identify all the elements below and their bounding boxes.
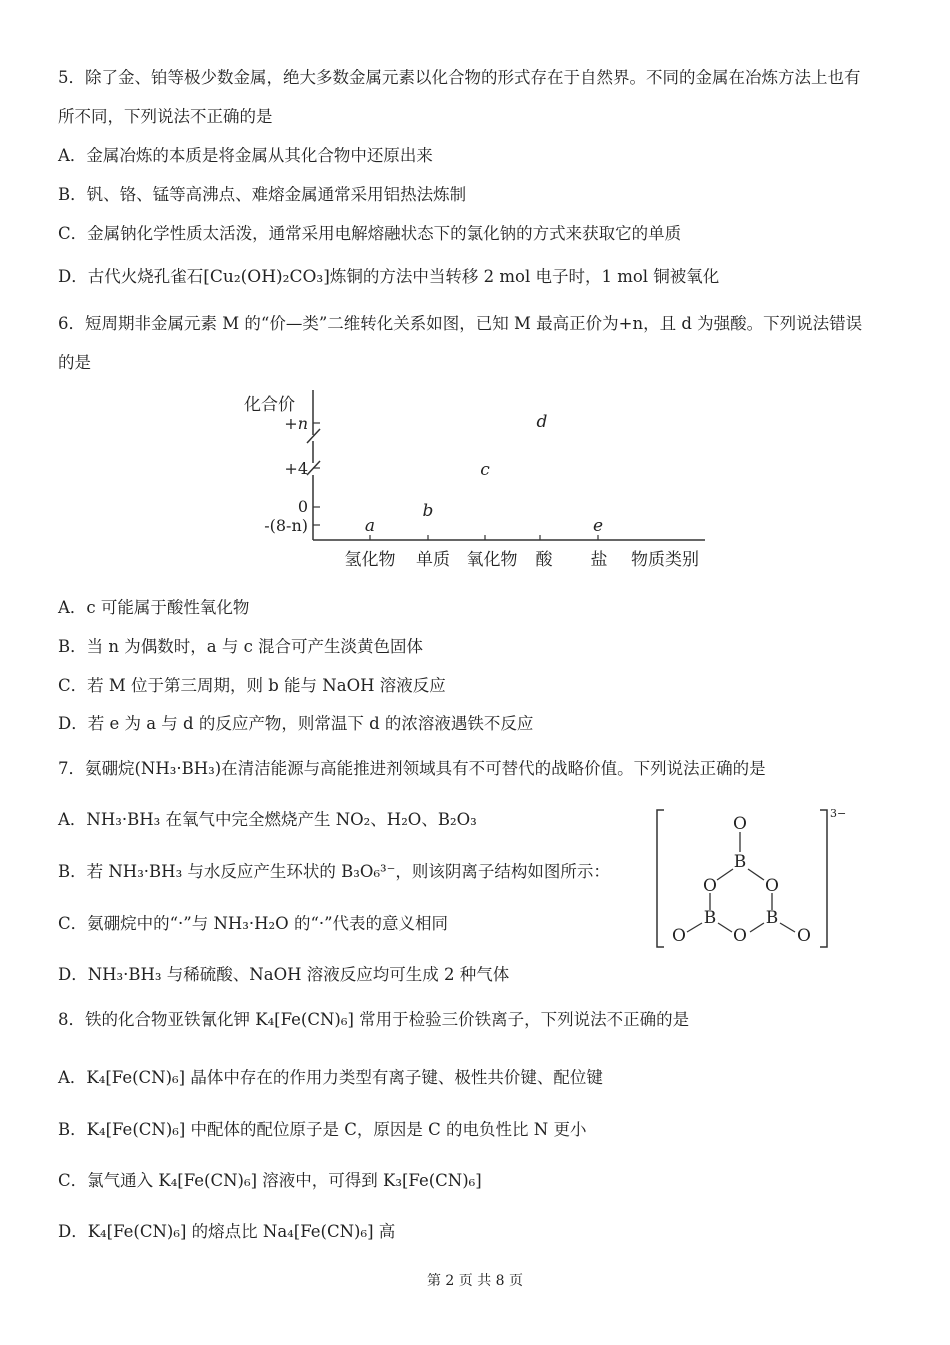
point-a: a	[364, 516, 376, 536]
point-e: e	[592, 516, 604, 536]
q7-option-d: D．NH₃·BH₃ 与稀硫酸、NaOH 溶液反应均可生成 2 种气体	[58, 965, 510, 984]
q6-option-b: B．当 n 为偶数时，a 与 c 混合可产生淡黄色固体	[58, 637, 424, 656]
atom-b-left: B	[703, 908, 717, 928]
q7-option-c: C．氨硼烷中的“·”与 NH₃·H₂O 的“·”代表的意义相同	[58, 914, 449, 933]
q7-option-b: B．若 NH₃·BH₃ 与水反应产生环状的 B₃O₆³⁻，则该阴离子结构如图所示：	[58, 862, 610, 881]
xtick-label-hydride: 氢化物	[344, 550, 396, 570]
atom-o-top: O	[733, 814, 747, 834]
q6-option-a: A．c 可能属于酸性氧化物	[58, 598, 250, 617]
atom-o-right: O	[765, 876, 779, 896]
q8-stem: 8．铁的化合物亚铁氰化钾 K₄[Fe(CN)₆] 常用于检验三价铁离子，下列说法不正确的是	[58, 1010, 690, 1029]
ytick-label-neg: -(8-n)	[264, 516, 308, 535]
point-d: d	[536, 412, 548, 432]
b3o6-structure	[652, 805, 852, 955]
xtick-label-oxide: 氧化物	[466, 550, 518, 570]
q5-option-a: A．金属冶炼的本质是将金属从其化合物中还原出来	[58, 146, 433, 165]
q5-option-d-formula: [Cu₂(OH)₂CO₃]	[203, 267, 330, 287]
q7-option-a: A．NH₃·BH₃ 在氧气中完全燃烧产生 NO₂、H₂O、B₂O₃	[58, 810, 477, 829]
atom-o-bottom-right: O	[797, 926, 811, 946]
q5-option-d-post: 炼铜的方法中当转移 2 mol 电子时，1 mol 铜被氧化	[329, 267, 720, 286]
atom-b-top: B	[733, 852, 747, 872]
page-footer: 第 2 页 共 8 页	[426, 1273, 524, 1289]
x-axis-label: 物质类别	[631, 550, 699, 570]
left-bracket	[657, 810, 664, 947]
q7-stem: 7．氨硼烷(NH₃·BH₃)在清洁能源与高能推进剂领域具有不可替代的战略价值。下列说法正确的是	[58, 759, 766, 778]
point-c: c	[480, 460, 490, 480]
atom-o-bottom: O	[733, 926, 747, 946]
atom-o-bottom-left: O	[672, 926, 686, 946]
xtick-label-element: 单质	[416, 550, 450, 570]
y-axis-label: 化合价	[244, 395, 295, 415]
q8-option-d: D．K₄[Fe(CN)₆] 的熔点比 Na₄[Fe(CN)₆] 高	[58, 1222, 396, 1241]
q5-option-d	[58, 263, 719, 287]
ytick-label-4: +4	[284, 459, 308, 478]
ytick-label-0: 0	[297, 497, 308, 516]
right-bracket	[820, 810, 827, 947]
q5-option-c: C．金属钠化学性质太活泼，通常采用电解熔融状态下的氯化钠的方式来获取它的单质	[58, 224, 682, 243]
q6-option-c: C．若 M 位于第三周期，则 b 能与 NaOH 溶液反应	[58, 676, 446, 695]
charge-label: 3−	[830, 807, 847, 820]
q8-option-b: B．K₄[Fe(CN)₆] 中配体的配位原子是 C，原因是 C 的电负性比 N 更小	[58, 1120, 587, 1139]
valence-category-chart	[230, 385, 720, 575]
q8-option-a: A．K₄[Fe(CN)₆] 晶体中存在的作用力类型有离子键、极性共价键、配位键	[58, 1068, 603, 1087]
atom-b-right: B	[765, 908, 779, 928]
q6-option-d: D．若 e 为 a 与 d 的反应产物，则常温下 d 的浓溶液遇铁不反应	[58, 714, 534, 733]
point-b: b	[422, 501, 434, 521]
ytick-label-n: +n	[284, 414, 308, 433]
xtick-label-salt: 盐	[590, 550, 608, 570]
q5-stem-line1: 5．除了金、铂等极少数金属，绝大多数金属元素以化合物的形式存在于自然界。不同的金属在冶炼方法上也有	[58, 68, 861, 87]
q6-stem-line2: 的是	[58, 353, 91, 372]
q5-option-b: B．钒、铬、锰等高沸点、难熔金属通常采用铝热法炼制	[58, 185, 467, 204]
xtick-label-acid: 酸	[535, 550, 553, 570]
q5-option-d-pre: D．古代火烧孔雀石	[58, 267, 204, 286]
atom-o-left: O	[703, 876, 717, 896]
q5-stem-line2: 所不同，下列说法不正确的是	[58, 107, 273, 126]
q6-stem-line1: 6．短周期非金属元素 M 的“价—类”二维转化关系如图，已知 M 最高正价为+n，且 d 为强酸。下列说法错误	[58, 314, 863, 333]
q8-option-c: C．氯气通入 K₄[Fe(CN)₆] 溶液中，可得到 K₃[Fe(CN)₆]	[58, 1171, 482, 1190]
